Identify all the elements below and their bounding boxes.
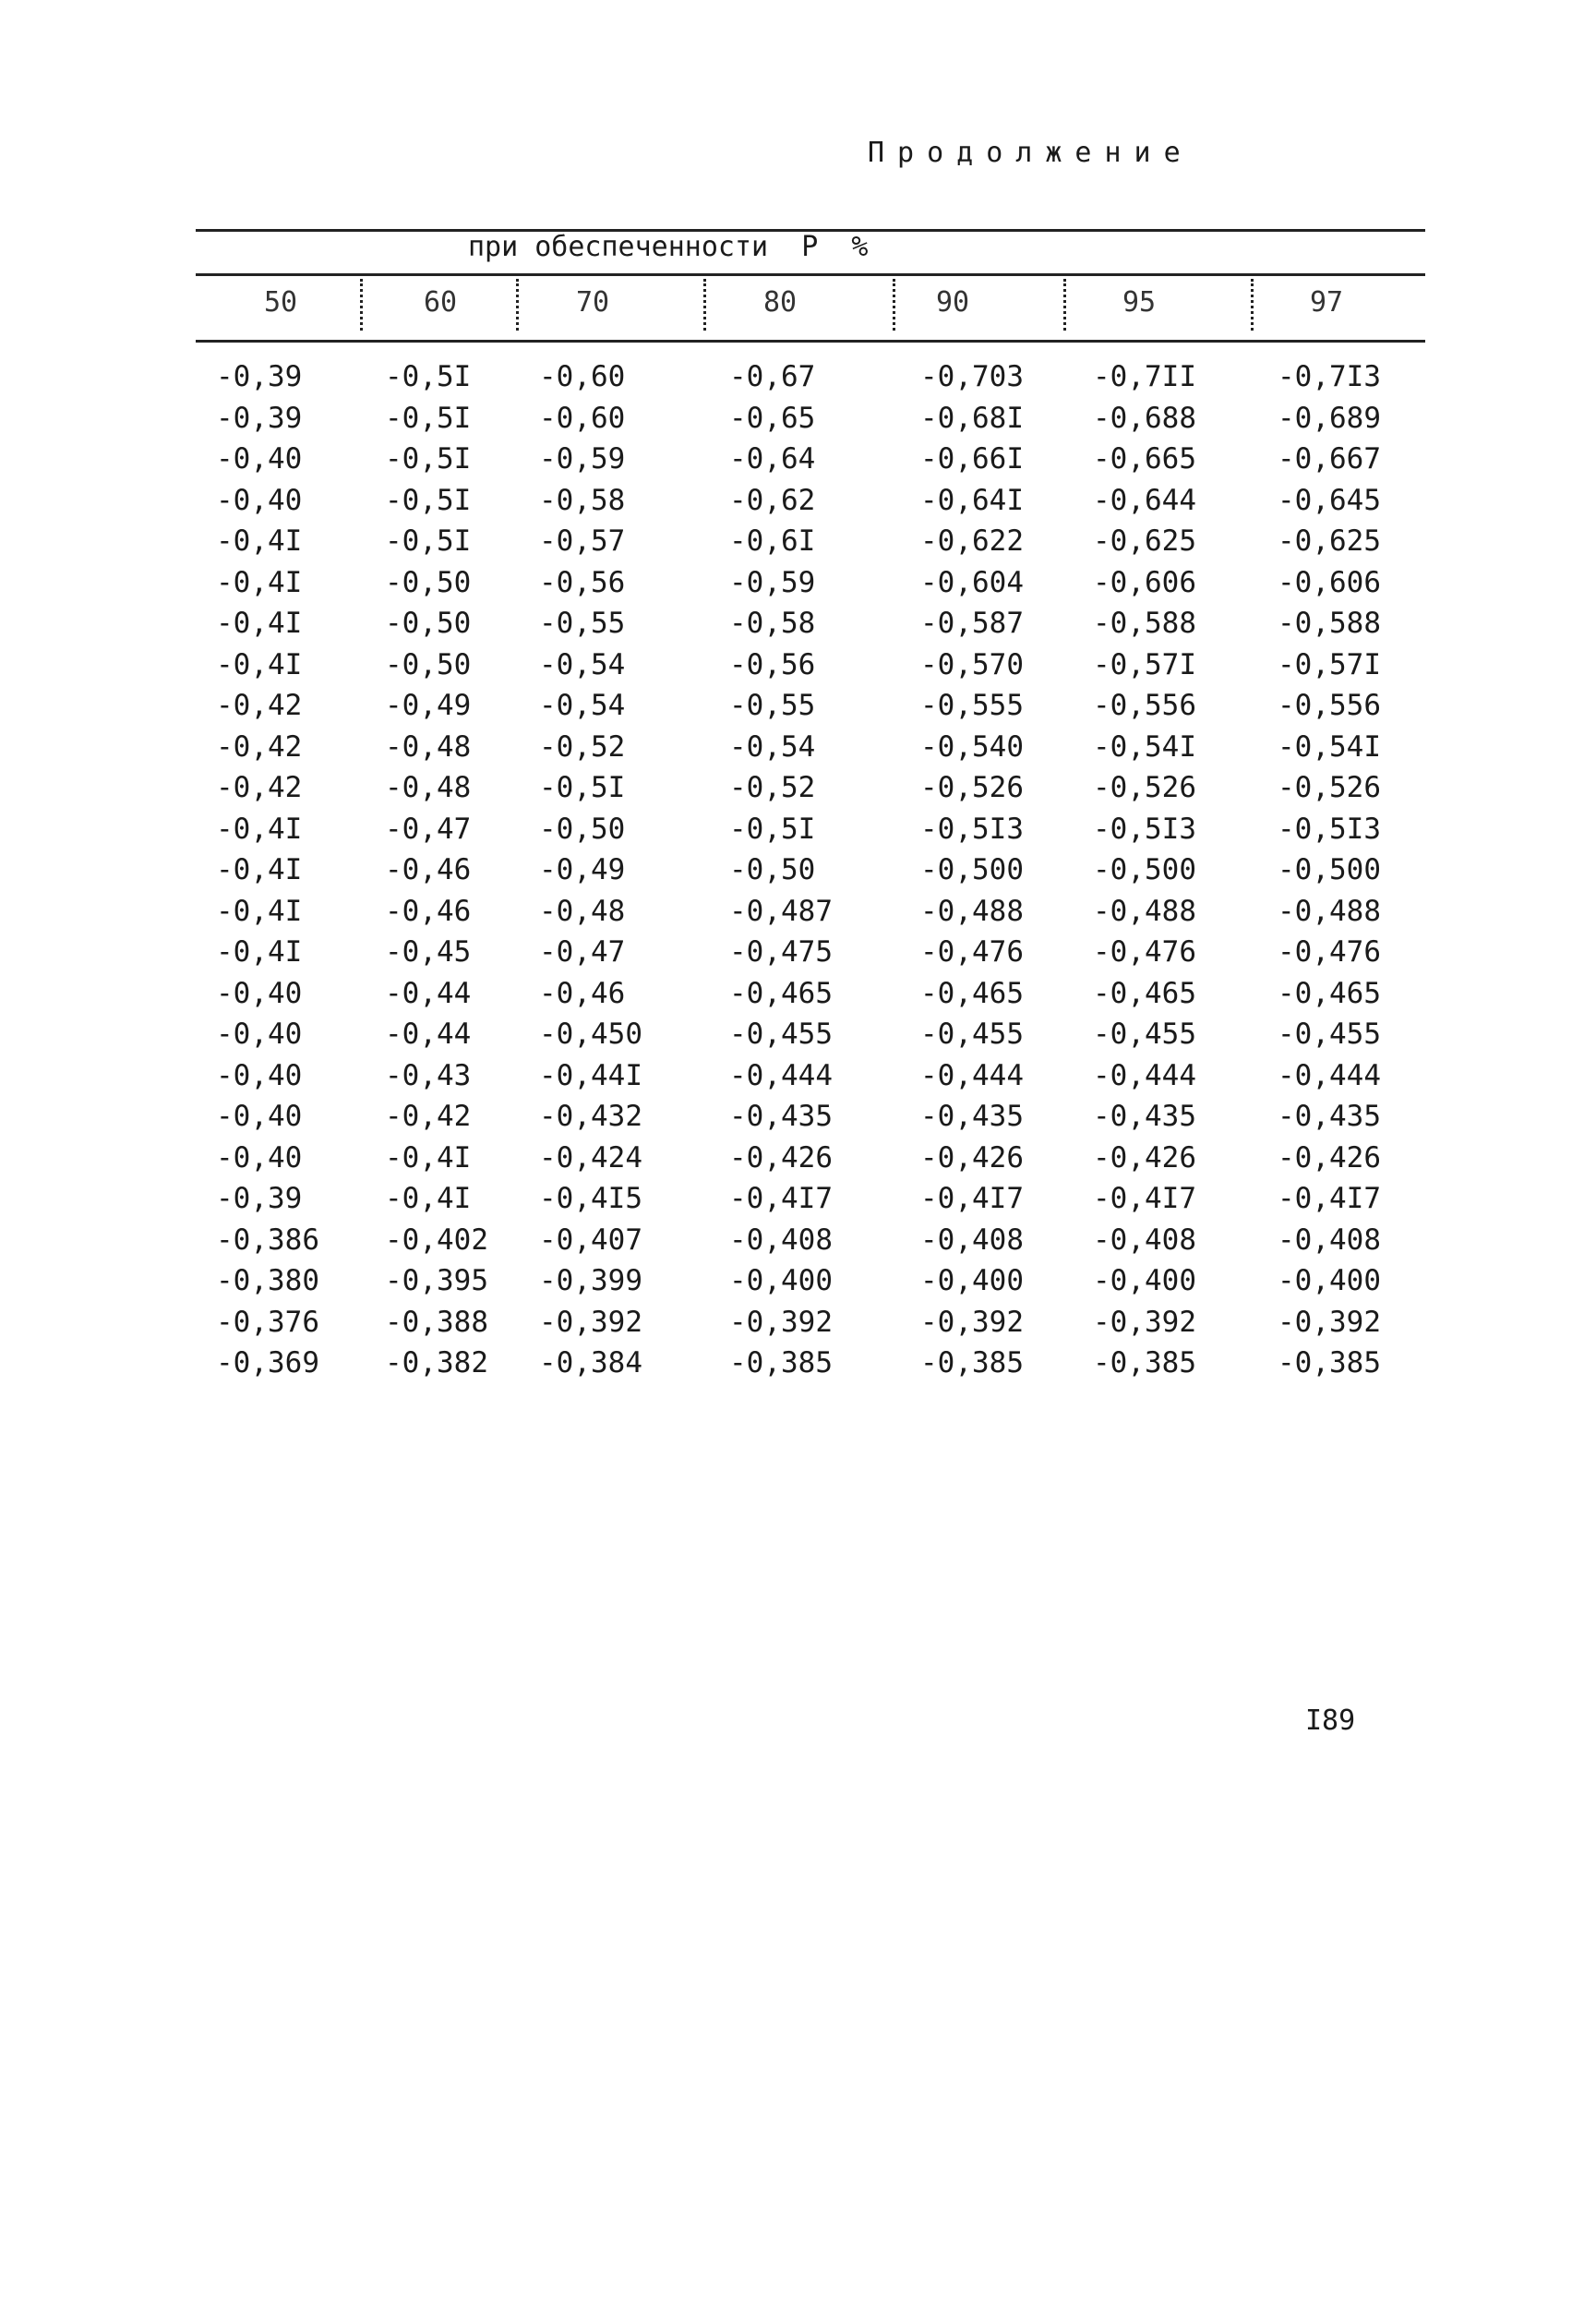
- table-cell: -0,625: [1093, 524, 1196, 558]
- table-cell: -0,444: [729, 1058, 833, 1092]
- table-cell: -0,392: [729, 1305, 833, 1339]
- table-cell: -0,385: [1093, 1346, 1196, 1379]
- table-cell: -0,48: [385, 771, 472, 804]
- table-cell: -0,4I: [216, 853, 303, 886]
- table-row: [196, 566, 1425, 608]
- table-cell: -0,5I3: [920, 812, 1024, 846]
- table-cell: -0,42: [385, 1100, 472, 1133]
- table-cell: -0,386: [216, 1223, 319, 1257]
- table-cell: -0,45: [385, 935, 472, 969]
- table-cell: -0,475: [729, 935, 833, 969]
- table-cell: -0,60: [539, 360, 626, 393]
- table-row: [196, 977, 1425, 1018]
- table-cell: -0,408: [729, 1223, 833, 1257]
- table-cell: -0,56: [539, 565, 626, 599]
- table-cell: -0,4I7: [1093, 1182, 1196, 1215]
- table-cell: -0,52: [729, 771, 816, 804]
- table-cell: -0,42: [216, 729, 303, 764]
- table-cell: -0,54I: [1093, 729, 1196, 764]
- table-cell: -0,588: [1093, 607, 1196, 640]
- table-cell: -0,50: [539, 812, 626, 846]
- table-cell: -0,52: [539, 729, 626, 764]
- column-header-80: 80: [762, 286, 798, 319]
- column-separator: [1251, 279, 1254, 331]
- table-row: [196, 442, 1425, 484]
- table-row: [196, 1018, 1425, 1059]
- table-cell: -0,435: [1093, 1100, 1196, 1133]
- table-cell: -0,587: [920, 607, 1024, 640]
- table-row: [196, 607, 1425, 648]
- table-body: [196, 360, 1425, 1388]
- table-cell: -0,64I: [920, 483, 1024, 517]
- table-row: [196, 402, 1425, 443]
- column-separator: [1063, 279, 1066, 331]
- table-cell: -0,432: [539, 1100, 642, 1133]
- table-row: [196, 689, 1425, 730]
- table-cell: -0,688: [1093, 401, 1196, 435]
- table-cell: -0,444: [1278, 1058, 1381, 1092]
- table-cell: -0,50: [729, 853, 816, 886]
- table-cell: -0,488: [920, 894, 1024, 928]
- table-cell: -0,392: [1278, 1305, 1381, 1339]
- table-row: [196, 1100, 1425, 1141]
- table-cell: -0,385: [920, 1346, 1024, 1379]
- table-row: [196, 771, 1425, 813]
- table-cell: -0,444: [920, 1058, 1024, 1092]
- table-row: [196, 1346, 1425, 1388]
- table-cell: -0,500: [920, 853, 1024, 886]
- table-cell: -0,42: [216, 689, 303, 722]
- table-cell: -0,57I: [1278, 647, 1381, 681]
- table-cell: -0,4I: [385, 1182, 472, 1215]
- table-row: [196, 1223, 1425, 1265]
- table-cell: -0,588: [1278, 607, 1381, 640]
- table-cell: -0,57I: [1093, 647, 1196, 681]
- table-cell: -0,40: [216, 1100, 303, 1133]
- table-row: [196, 484, 1425, 525]
- table-cell: -0,4I: [216, 565, 303, 599]
- table-cell: -0,400: [1278, 1264, 1381, 1297]
- table-cell: -0,66I: [920, 442, 1024, 476]
- table-cell: -0,4I7: [920, 1182, 1024, 1215]
- table-cell: -0,667: [1278, 442, 1381, 476]
- table-cell: -0,6I: [729, 524, 816, 558]
- table-cell: -0,57: [539, 524, 626, 558]
- column-separator: [516, 279, 519, 331]
- table-cell: -0,54: [539, 647, 626, 681]
- table-cell: -0,48: [385, 729, 472, 764]
- table-row: [196, 1306, 1425, 1347]
- table-cell: -0,556: [1093, 689, 1196, 722]
- column-header-50: 50: [263, 286, 298, 319]
- table-cell: -0,67: [729, 360, 816, 393]
- column-headers: [196, 277, 1425, 336]
- table-row: [196, 648, 1425, 690]
- table-cell: -0,50: [385, 607, 472, 640]
- table-cell: -0,4I: [385, 1140, 472, 1175]
- table-cell: -0,644: [1093, 483, 1196, 517]
- table-cell: -0,488: [1278, 894, 1381, 928]
- table-cell: -0,7I3: [1278, 360, 1381, 393]
- table-cell: -0,54: [539, 689, 626, 722]
- table-cell: -0,408: [1278, 1223, 1381, 1257]
- table-cell: -0,64: [729, 442, 816, 476]
- table-cell: -0,455: [729, 1018, 833, 1051]
- table-cell: -0,488: [1093, 894, 1196, 928]
- table-cell: -0,47: [385, 812, 472, 846]
- table-cell: -0,54: [729, 729, 816, 764]
- table-cell: -0,59: [539, 442, 626, 476]
- table-cell: -0,689: [1278, 401, 1381, 435]
- table-cell: -0,606: [1278, 565, 1381, 599]
- table-cell: -0,392: [920, 1305, 1024, 1339]
- table-cell: -0,40: [216, 442, 303, 476]
- table-cell: -0,46: [385, 853, 472, 886]
- continuation-heading: Продолжение: [868, 137, 1194, 169]
- table-cell: -0,42: [216, 771, 303, 804]
- table-cell: -0,44: [385, 1018, 472, 1051]
- table-cell: -0,46: [539, 976, 626, 1010]
- table-row: [196, 1264, 1425, 1306]
- table-cell: -0,435: [920, 1100, 1024, 1133]
- table-cell: -0,68I: [920, 401, 1024, 435]
- table-row: [196, 1182, 1425, 1223]
- table-row: [196, 1059, 1425, 1101]
- table-cell: -0,476: [1278, 935, 1381, 969]
- table-body-rule: [196, 340, 1425, 343]
- table-row: [196, 935, 1425, 977]
- table-cell: -0,465: [1093, 976, 1196, 1010]
- table-cell: -0,44: [385, 976, 472, 1010]
- table-cell: -0,44I: [539, 1058, 642, 1092]
- table-cell: -0,40: [216, 1018, 303, 1051]
- table-cell: -0,426: [1278, 1140, 1381, 1175]
- table-cell: -0,48: [539, 894, 626, 928]
- table-cell: -0,400: [920, 1264, 1024, 1297]
- table-cell: -0,540: [920, 729, 1024, 764]
- table-cell: -0,487: [729, 894, 833, 928]
- table-cell: -0,465: [920, 976, 1024, 1010]
- table-cell: -0,408: [1093, 1223, 1196, 1257]
- table-cell: -0,39: [216, 1182, 303, 1215]
- table-cell: -0,4I: [216, 812, 303, 846]
- table-cell: -0,40: [216, 1140, 303, 1175]
- table-cell: -0,392: [1093, 1305, 1196, 1339]
- table-cell: -0,407: [539, 1223, 642, 1257]
- table-cell: -0,4I5: [539, 1182, 642, 1215]
- column-header-90: 90: [935, 286, 970, 319]
- table-cell: -0,424: [539, 1140, 642, 1175]
- table-cell: -0,426: [729, 1140, 833, 1175]
- table-cell: -0,450: [539, 1018, 642, 1051]
- table-cell: -0,46: [385, 894, 472, 928]
- table-cell: -0,556: [1278, 689, 1381, 722]
- table-cell: -0,476: [1093, 935, 1196, 969]
- table-cell: -0,55: [729, 689, 816, 722]
- table-row: [196, 853, 1425, 895]
- table-cell: -0,39: [216, 401, 303, 435]
- table-cell: -0,435: [729, 1100, 833, 1133]
- column-separator: [360, 279, 363, 331]
- table-row: [196, 895, 1425, 936]
- table-cell: -0,40: [216, 976, 303, 1010]
- table-cell: -0,4I: [216, 894, 303, 928]
- table-cell: -0,5I: [385, 524, 472, 558]
- column-header-70: 70: [575, 286, 610, 319]
- table-cell: -0,555: [920, 689, 1024, 722]
- table-cell: -0,47: [539, 935, 626, 969]
- table-cell: -0,5I: [385, 401, 472, 435]
- table-cell: -0,58: [729, 607, 816, 640]
- table-cell: -0,5I3: [1278, 812, 1381, 846]
- table-cell: -0,369: [216, 1346, 319, 1379]
- column-separator: [703, 279, 706, 331]
- table-cell: -0,400: [729, 1264, 833, 1297]
- table-cell: -0,392: [539, 1305, 642, 1339]
- table-cell: -0,4I: [216, 647, 303, 681]
- table-cell: -0,54I: [1278, 729, 1381, 764]
- table-cell: -0,39: [216, 360, 303, 393]
- table-row: [196, 524, 1425, 566]
- table-cell: -0,385: [1278, 1346, 1381, 1379]
- table-cell: -0,622: [920, 524, 1024, 558]
- table-cell: -0,435: [1278, 1100, 1381, 1133]
- table-cell: -0,59: [729, 565, 816, 599]
- table-cell: -0,465: [1278, 976, 1381, 1010]
- table-row: [196, 730, 1425, 772]
- table-cell: -0,500: [1093, 853, 1196, 886]
- table-cell: -0,444: [1093, 1058, 1196, 1092]
- table-cell: -0,388: [385, 1305, 488, 1339]
- table-cell: -0,49: [385, 689, 472, 722]
- table-cell: -0,476: [920, 935, 1024, 969]
- table-cell: -0,645: [1278, 483, 1381, 517]
- table-cell: -0,395: [385, 1264, 488, 1297]
- table-cell: -0,4I: [216, 524, 303, 558]
- table-cell: -0,665: [1093, 442, 1196, 476]
- table-cell: -0,408: [920, 1223, 1024, 1257]
- table-cell: -0,382: [385, 1346, 488, 1379]
- table-cell: -0,40: [216, 483, 303, 517]
- table-cell: -0,625: [1278, 524, 1381, 558]
- table-cell: -0,50: [385, 565, 472, 599]
- table-cell: -0,43: [385, 1058, 472, 1092]
- table-cell: -0,455: [920, 1018, 1024, 1051]
- page-number: I89: [1305, 1705, 1356, 1737]
- table-cell: -0,385: [729, 1346, 833, 1379]
- table-cell: -0,58: [539, 483, 626, 517]
- table-cell: -0,376: [216, 1305, 319, 1339]
- table-cell: -0,526: [1278, 771, 1381, 804]
- table-cell: -0,40: [216, 1058, 303, 1092]
- table-cell: -0,7II: [1093, 360, 1196, 393]
- table-cell: -0,703: [920, 360, 1024, 393]
- table-cell: -0,50: [385, 647, 472, 681]
- table-cell: -0,62: [729, 483, 816, 517]
- table-row: [196, 813, 1425, 854]
- table-row: [196, 360, 1425, 402]
- table-cell: -0,606: [1093, 565, 1196, 599]
- column-header-95: 95: [1122, 286, 1157, 319]
- table-cell: -0,55: [539, 607, 626, 640]
- table-cell: -0,526: [920, 771, 1024, 804]
- table-cell: -0,426: [920, 1140, 1024, 1175]
- table-cell: -0,402: [385, 1223, 488, 1257]
- table-cell: -0,455: [1093, 1018, 1196, 1051]
- table-cell: -0,65: [729, 401, 816, 435]
- column-header-60: 60: [423, 286, 458, 319]
- table-cell: -0,5I3: [1093, 812, 1196, 846]
- table-cell: -0,5I: [385, 360, 472, 393]
- table-cell: -0,380: [216, 1264, 319, 1297]
- table-cell: -0,426: [1093, 1140, 1196, 1175]
- table-cell: -0,465: [729, 976, 833, 1010]
- table-header-rule: [196, 273, 1425, 276]
- table-cell: -0,4I: [216, 935, 303, 969]
- table-cell: -0,5I: [729, 812, 816, 846]
- table-cell: -0,570: [920, 647, 1024, 681]
- probability-group-header: при обеспеченности P %: [468, 231, 869, 263]
- table-cell: -0,526: [1093, 771, 1196, 804]
- table-cell: -0,4I7: [1278, 1182, 1381, 1215]
- table-cell: -0,60: [539, 401, 626, 435]
- table-cell: -0,49: [539, 853, 626, 886]
- table-cell: -0,5I: [385, 483, 472, 517]
- table-cell: -0,384: [539, 1346, 642, 1379]
- table-cell: -0,604: [920, 565, 1024, 599]
- table-cell: -0,5I: [385, 442, 472, 476]
- table-cell: -0,4I: [216, 607, 303, 640]
- table-cell: -0,400: [1093, 1264, 1196, 1297]
- table-row: [196, 1141, 1425, 1183]
- table-cell: -0,56: [729, 647, 816, 681]
- table-cell: -0,455: [1278, 1018, 1381, 1051]
- table-cell: -0,500: [1278, 853, 1381, 886]
- table-cell: -0,4I7: [729, 1182, 833, 1215]
- column-header-97: 97: [1309, 286, 1344, 319]
- table-cell: -0,399: [539, 1264, 642, 1297]
- table-cell: -0,5I: [539, 771, 626, 804]
